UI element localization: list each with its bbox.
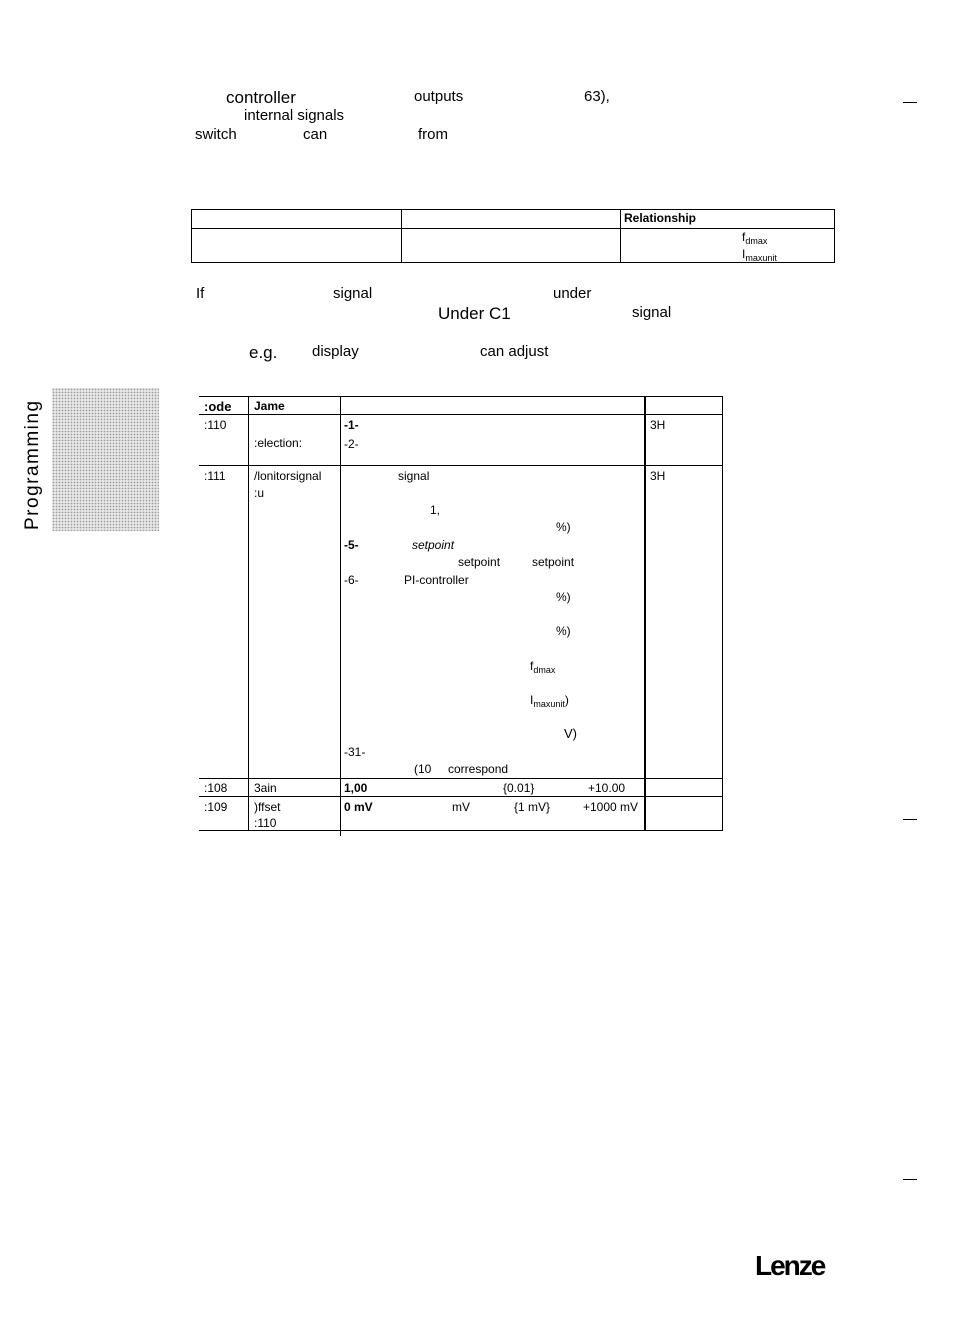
para-word: signal (632, 304, 672, 321)
para-word: If (196, 285, 205, 302)
para-word: e.g. (249, 343, 278, 362)
name-c108: 3ain (254, 781, 277, 795)
margin-mark (903, 102, 917, 103)
para-word: signal (333, 285, 373, 302)
c111-line: 1, (430, 503, 441, 517)
c111-line: PI-controller (404, 573, 469, 587)
c109-unit: mV (452, 800, 470, 814)
c111-option-31: -31- (344, 745, 366, 759)
name-c109-2: :110 (254, 816, 277, 830)
c111-line: (10 (414, 762, 432, 776)
c111-line: correspond (448, 762, 509, 776)
name-c111-2: :u (254, 486, 265, 500)
para-word: display (312, 343, 359, 360)
header-code: :ode (204, 399, 232, 414)
c108-max: +10.00 (588, 781, 626, 795)
c109-default: 0 mV (344, 800, 373, 814)
intro-word: controller (226, 88, 296, 107)
para-word: can adjust (480, 343, 549, 360)
header-name: Jame (254, 399, 285, 413)
relationship-imaxunit: $I_{maxunit}$ (742, 247, 777, 263)
c110-sh: 3H (650, 418, 666, 432)
c111-line: setpoint (412, 538, 455, 552)
c111-sh: 3H (650, 469, 666, 483)
c111-line: setpoint (532, 555, 575, 569)
c111-line: %) (556, 590, 571, 604)
c108-step: {0.01} (503, 781, 535, 795)
lenze-logo: Lenze (755, 1250, 825, 1281)
c110-option-2: -2- (344, 437, 359, 451)
para-word: under (553, 285, 592, 302)
c110-option-1: -1- (344, 418, 359, 432)
intro-word: switch (195, 126, 237, 143)
relationship-fdmax: $f_{dmax}$ (742, 230, 768, 246)
c111-line: %) (556, 520, 571, 534)
code-c109: :109 (204, 800, 228, 814)
c111-line: V) (564, 726, 577, 741)
c111-line: setpoint (458, 555, 501, 569)
margin-mark (903, 1179, 917, 1180)
code-c108: :108 (204, 781, 228, 795)
c111-fdmax: $f_{dmax}$ (530, 659, 556, 675)
c111-option-5: -5- (344, 538, 359, 552)
sidebar-programming-label: Programming (22, 399, 43, 530)
c108-default: 1,00 (344, 781, 368, 795)
para-word: Under C1 (438, 304, 511, 323)
c111-line: %) (556, 624, 571, 638)
intro-word: from (418, 126, 448, 143)
name-c109-1: )ffset (254, 800, 281, 814)
name-c110: :election: (254, 436, 303, 450)
c109-max: +1000 mV (583, 800, 639, 814)
intro-word: 63), (584, 88, 610, 105)
c111-option-6: -6- (344, 573, 359, 587)
name-c111-1: /lonitorsignal (254, 469, 322, 483)
intro-word: can (303, 126, 328, 143)
c111-line: signal (398, 469, 430, 483)
relationship-header: Relationship (624, 211, 697, 225)
intro-word: internal signals (244, 107, 345, 124)
margin-mark (903, 819, 917, 820)
c109-step: {1 mV} (514, 800, 551, 814)
sidebar-stipple-pattern (52, 388, 159, 531)
code-c111: :111 (204, 469, 226, 483)
intro-word: outputs (414, 88, 464, 105)
c111-imaxunit: $I_{maxunit}$) (530, 693, 569, 709)
code-c110: :110 (204, 418, 227, 432)
